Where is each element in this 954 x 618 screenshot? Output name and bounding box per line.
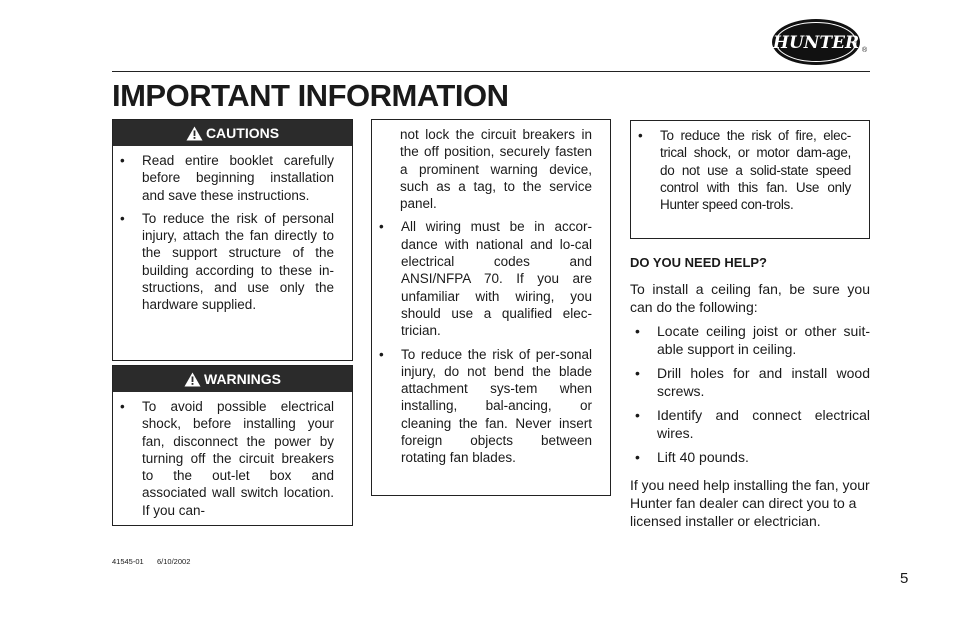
doc-date: 6/10/2002 bbox=[157, 557, 191, 566]
page-number: 5 bbox=[900, 570, 909, 587]
list-item: • To avoid possible electrical shock, before installing your fan, disconnect the power by turning off the circuit breakers to the out-let box and associated wall switch location. If you can- bbox=[115, 398, 334, 519]
header-rule bbox=[112, 71, 870, 72]
list-item: • Read entire booklet carefully before beginning installation and save these instructions. bbox=[115, 152, 334, 204]
cautions-box bbox=[112, 119, 353, 361]
cautions-list bbox=[113, 146, 352, 314]
help-intro: To install a ceiling fan, be sure you can do the following: bbox=[630, 281, 870, 315]
help-outro: If you need help installing the fan, your Hunter fan dealer can direct you to a licensed installer or electrician. bbox=[630, 477, 870, 529]
help-list bbox=[630, 322, 870, 472]
list-item: • Lift 40 pounds. bbox=[630, 448, 870, 466]
registered-mark: ® bbox=[862, 47, 868, 54]
page-title: IMPORTANT INFORMATION bbox=[112, 78, 509, 113]
warnings-box bbox=[112, 365, 353, 526]
cautions-heading: CAUTIONS bbox=[205, 125, 280, 141]
warnings-continued-list bbox=[372, 218, 610, 466]
list-item: • To reduce the risk of personal injury, attach the fan directly to the support structure of the building according to these in-structions, and use only the hardware supplied. bbox=[115, 210, 334, 314]
list-item: • To reduce the risk of per-sonal injury, do not bend the blade attachment sys-tem when installing, bal-ancing, or cleaning the fan. Never insert foreign objects between rotating fan blades. bbox=[374, 346, 592, 467]
warnings-list bbox=[113, 392, 352, 519]
speed-control-list bbox=[631, 121, 869, 213]
logo-text: HUNTER bbox=[772, 33, 860, 53]
list-item: • To reduce the risk of fire, elec-trical shock, or motor dam-age, do not use a solid-state speed control with this fan. Use only Hunter speed con-trols. bbox=[633, 127, 851, 213]
list-item: • Identify and connect electrical wires. bbox=[630, 406, 870, 442]
doc-code: 41545-01 bbox=[112, 557, 144, 566]
warnings-heading: WARNINGS bbox=[204, 371, 281, 387]
help-heading: DO YOU NEED HELP? bbox=[630, 255, 768, 270]
cautions-header bbox=[113, 120, 352, 146]
list-item: • Drill holes for and install wood screws. bbox=[630, 364, 870, 400]
warnings-header bbox=[113, 366, 352, 392]
list-item: • All wiring must be in accor-dance with national and lo-cal electrical codes and ANSI/NFPA 70. If you are unfamiliar with wiring, you should use a qualified elec-trician. bbox=[374, 218, 592, 339]
warning-triangle-icon bbox=[184, 372, 201, 387]
warning-triangle-icon bbox=[186, 126, 203, 141]
warnings-continued-box bbox=[371, 119, 611, 496]
continued-text: not lock the circuit breakers in the off position, securely fasten a prominent warning device, such as a tag, to the service panel. bbox=[400, 127, 592, 212]
hunter-logo bbox=[770, 17, 862, 67]
speed-control-warning-box bbox=[630, 120, 870, 239]
list-item: • Locate ceiling joist or other suit-able support in ceiling. bbox=[630, 322, 870, 358]
